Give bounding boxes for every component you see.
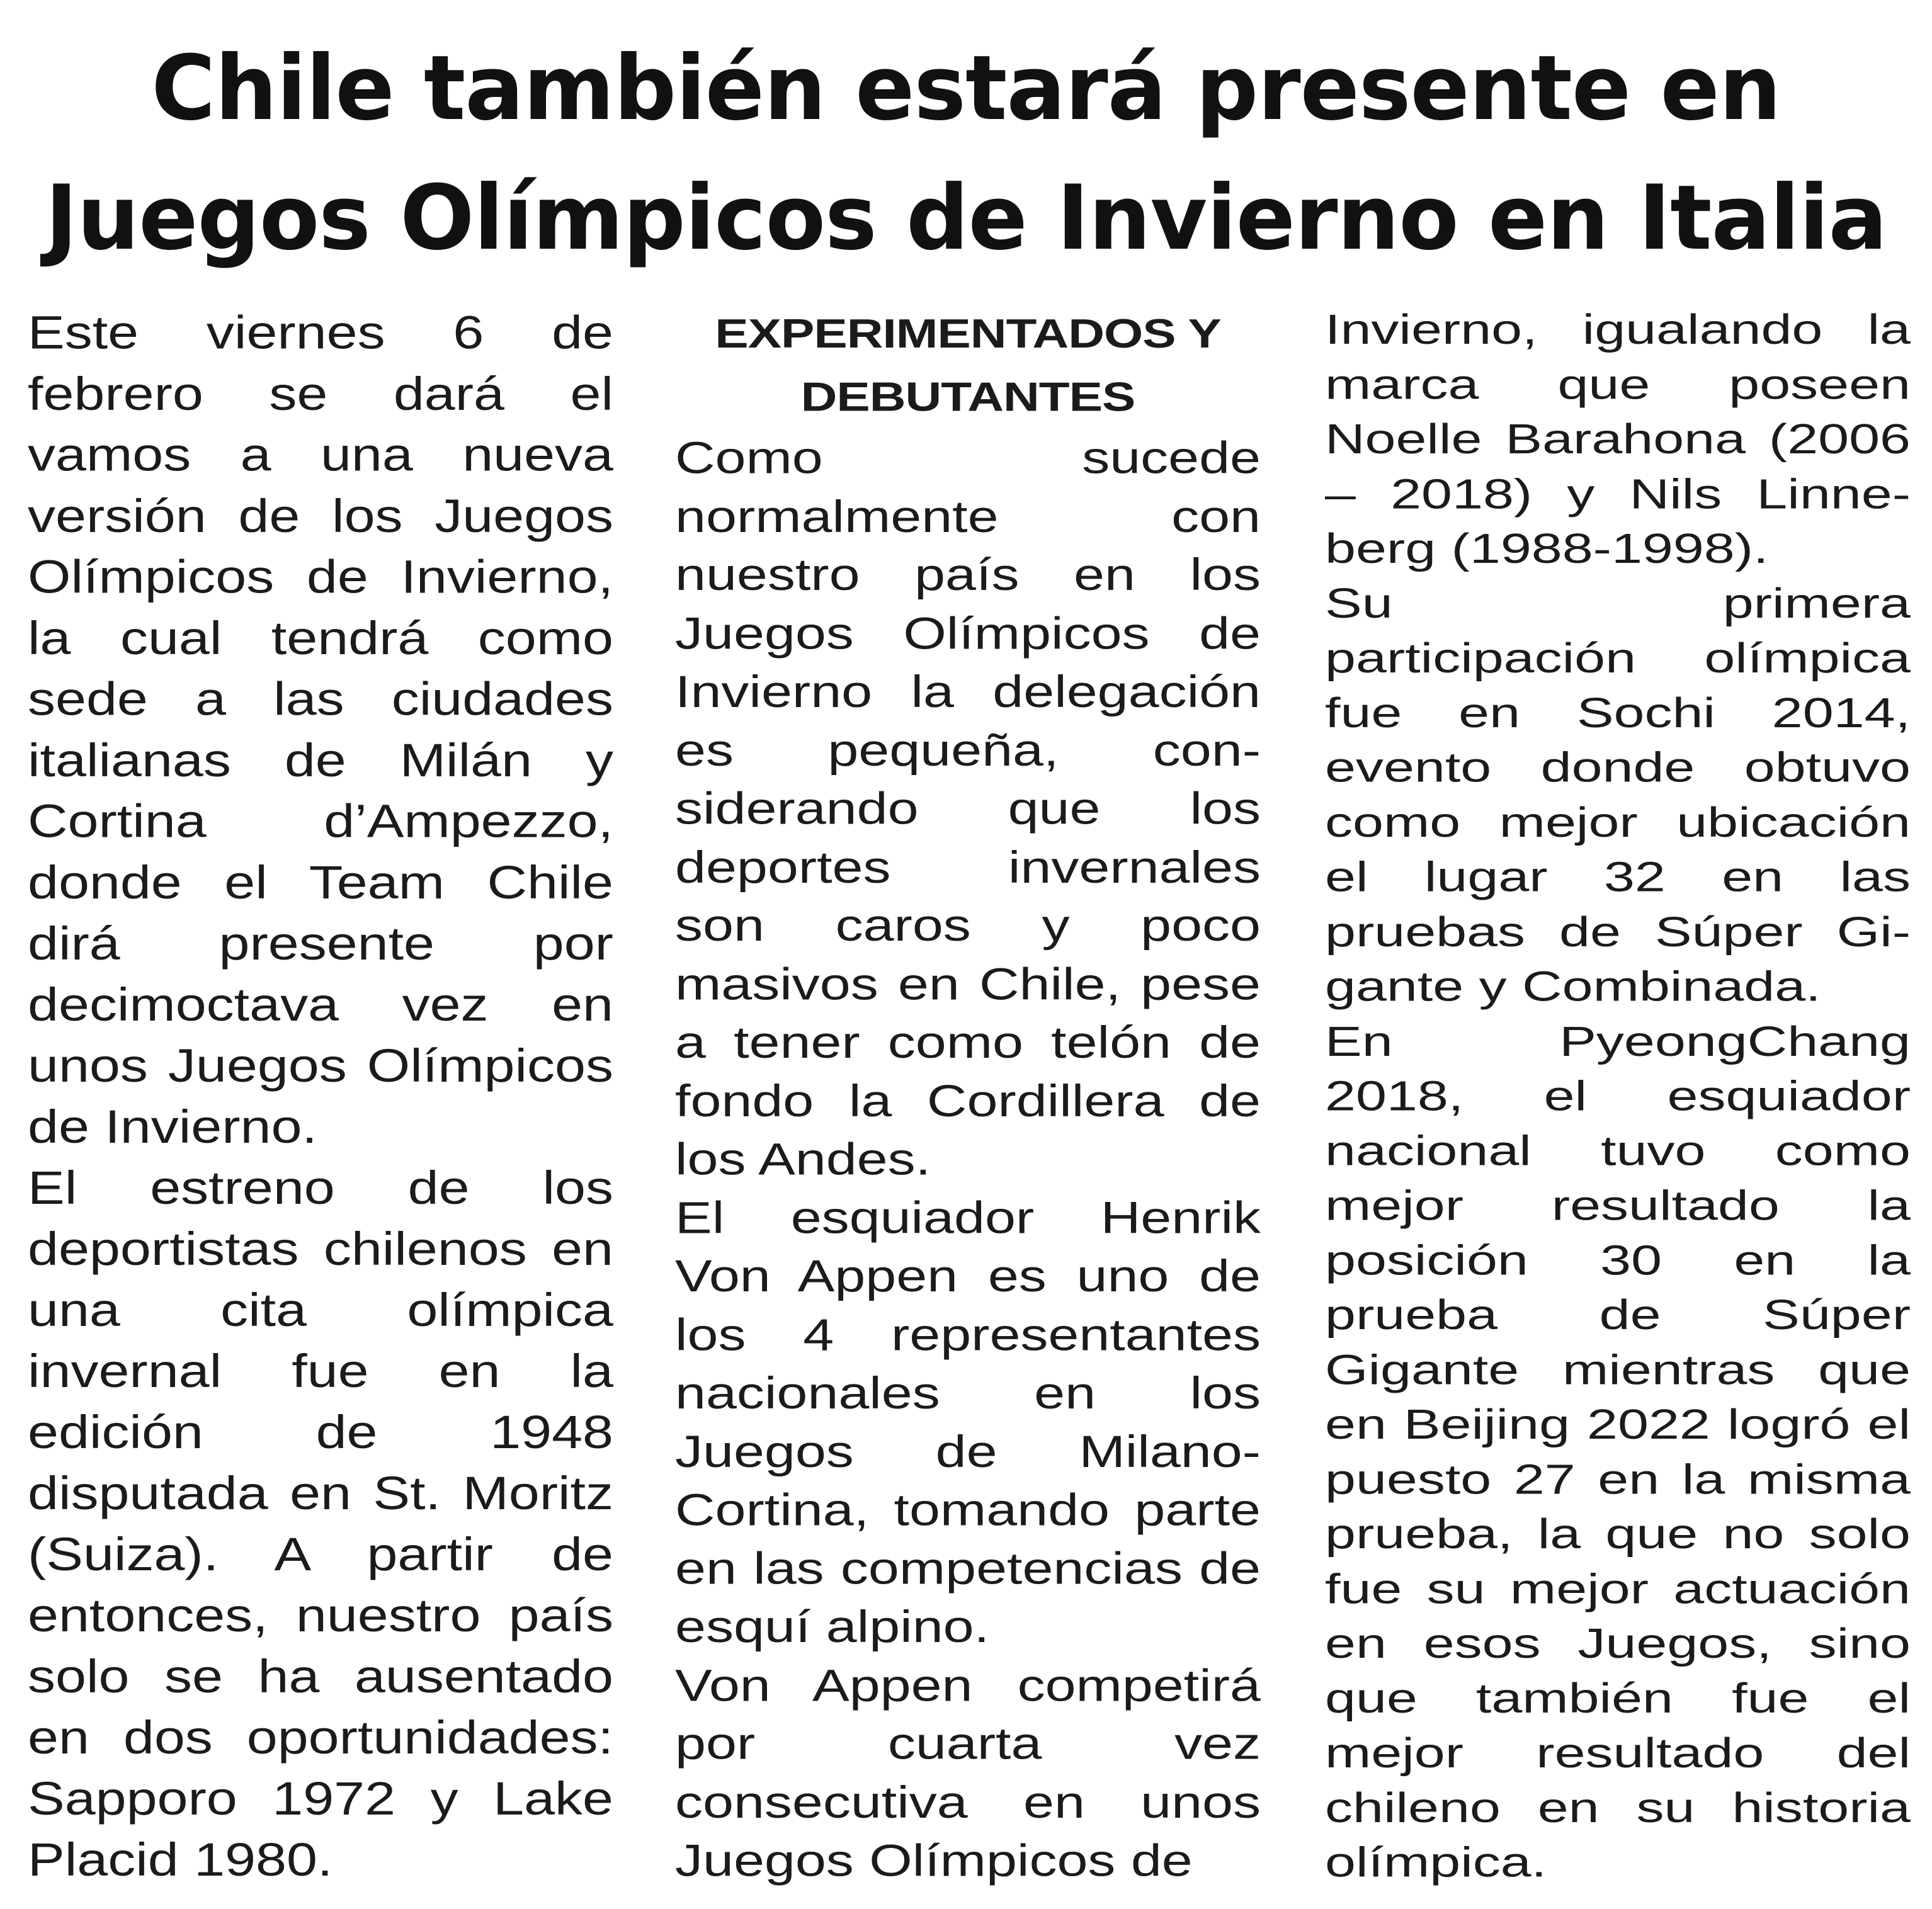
- column-3-paragraph-3: En PyeongChang 2018, el esquiador nacional tuvo como mejor resultado la posición 30 en la prueba de Súper Gigante mientras que en Beijing 2022 logró el puesto 27 en la misma prueba, la que no solo fue su mejor actuación en esos Juegos, sino que también fue el mejor resultado del chileno en su historia olímpica.: [1325, 1017, 1911, 1886]
- column-3-paragraph-2: Su primera participación olímpica fue en Sochi 2014, evento donde obtuvo como mejor ubicación el lugar 32 en las pruebas de Súper Gigante y Combinada.: [1325, 579, 1911, 1010]
- headline-line-2: Juegos Olímpicos de Invierno en Italia: [45, 166, 1887, 270]
- headline-line-1: Chile también estará presente en: [151, 37, 1781, 140]
- column-1-paragraph-2: El estreno de los deportistas chilenos en una cita olímpica invernal fue en la edición de 1948 disputada en St. Moritz (Suiza). A partir de entonces, nuestro país solo se ha ausentado en dos oportunidades: Sapporo 1972 y Lake Placid 1980.: [28, 1160, 613, 1886]
- column-2-paragraph-2: El esquiador Henrik Von Appen es uno de los 4 representantes nacionales en los Juegos de Milano-Cortina, tomando parte en las competencias de esquí alpino.: [675, 1192, 1261, 1652]
- column-3-paragraph-1: Invierno, igualando la marca que poseen Noelle Barahona (2006 – 2018) y Nils Linneberg (1988-1998).: [1325, 305, 1911, 572]
- article-column-3: [1325, 302, 1911, 1890]
- article-column-1: [28, 302, 613, 1890]
- column-2-paragraph-3: Von Appen competirá por cuarta vez consecutiva en unos Juegos Olímpicos de: [675, 1660, 1261, 1886]
- article-column-2: [675, 302, 1261, 1890]
- section-subheading: [675, 302, 1261, 429]
- column-1-paragraph-1: Este viernes 6 de febrero se dará el vamos a una nueva versión de los Juegos Olímpicos de Invierno, la cual tendrá como sede a las ciudades italianas de Milán y Cortina d’Ampezzo, donde el Team Chile dirá presente por decimoctava vez en unos Juegos Olímpicos de Invierno.: [28, 305, 613, 1153]
- subheading-line-1: EXPERIMENTADOS Y: [715, 310, 1221, 356]
- article-headline: [0, 24, 1932, 283]
- subheading-line-2: DEBUTANTES: [800, 374, 1135, 420]
- column-2-paragraph-1: Como sucede normalmente con nuestro país en los Juegos Olímpicos de Invierno la delegación es pequeña, considerando que los deportes invernales son caros y poco masivos en Chile, pese a tener como telón de fondo la Cordillera de los Andes.: [675, 432, 1261, 1184]
